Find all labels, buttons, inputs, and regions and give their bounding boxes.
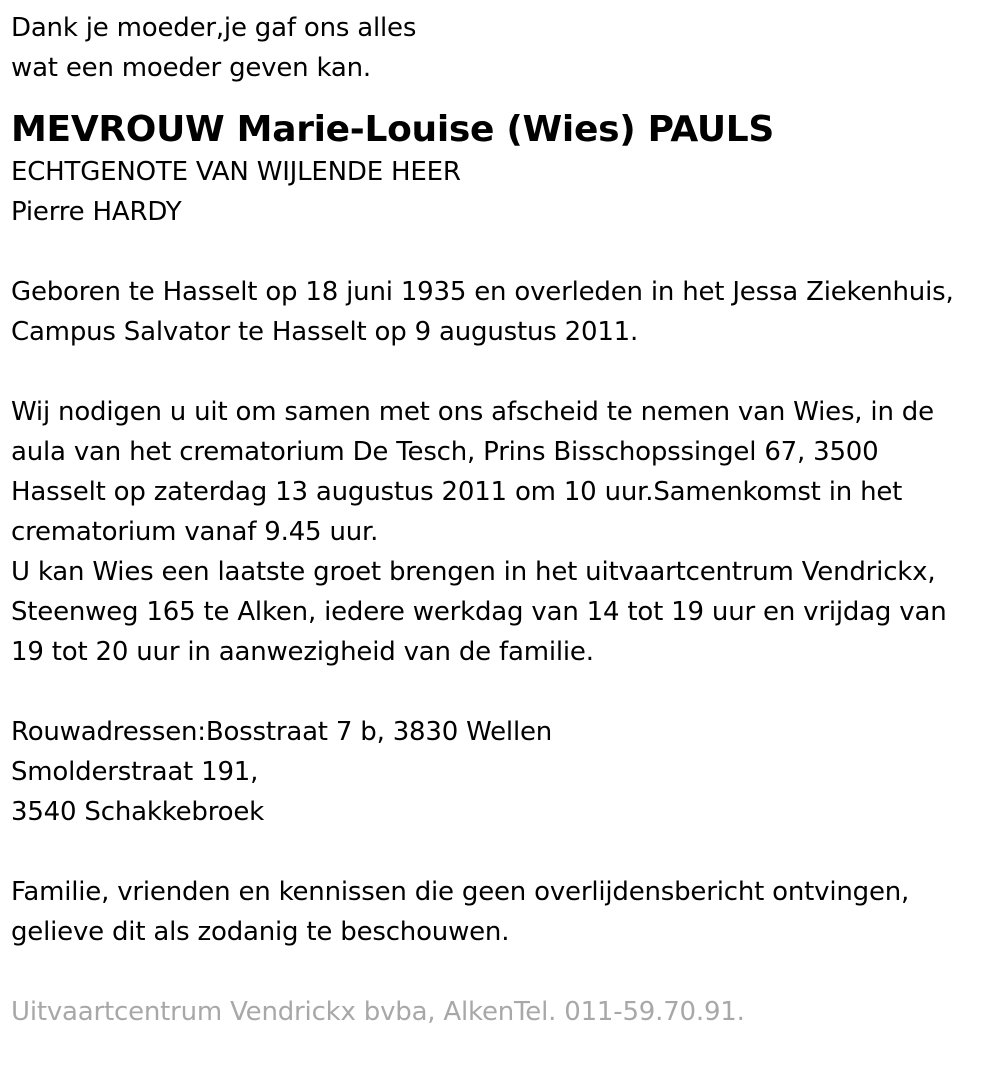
ceremony-line: Steenweg 165 te Alken, iedere werkdag van 14 tot 19 uur en vrijdag van bbox=[11, 597, 947, 627]
funeral-home-footer: Uitvaartcentrum Vendrickx bvba, AlkenTel. 011-59.70.91. bbox=[11, 997, 745, 1027]
poem bbox=[11, 8, 1000, 88]
poem-line: Dank je moeder,je gaf ons alles bbox=[11, 13, 417, 43]
spouse-line: Pierre HARDY bbox=[11, 197, 182, 227]
notice-line: Familie, vrienden en kennissen die geen overlijdensbericht ontvingen, bbox=[11, 877, 910, 907]
notice-line: gelieve dit als zodanig te beschouwen. bbox=[11, 917, 510, 947]
poem-line: wat een moeder geven kan. bbox=[11, 53, 371, 83]
notice-paragraph bbox=[11, 872, 1000, 952]
address-line: 3540 Schakkebroek bbox=[11, 797, 265, 827]
birth-death-paragraph bbox=[11, 272, 1000, 352]
mourning-addresses bbox=[11, 712, 1000, 832]
deceased-name: MEVROUW Marie-Louise (Wies) PAULS bbox=[11, 109, 775, 150]
ceremony-line: aula van het crematorium De Tesch, Prins Bisschopssingel 67, 3500 bbox=[11, 437, 879, 467]
ceremony-line: 19 tot 20 uur in aanwezigheid van de familie. bbox=[11, 637, 594, 667]
ceremony-paragraph bbox=[11, 392, 1000, 672]
birth-death-line: Campus Salvator te Hasselt op 9 augustus 2011. bbox=[11, 317, 639, 347]
ceremony-line: Wij nodigen u uit om samen met ons afscheid te nemen van Wies, in de bbox=[11, 397, 934, 427]
birth-death-line: Geboren te Hasselt op 18 juni 1935 en overleden in het Jessa Ziekenhuis, bbox=[11, 277, 954, 307]
spouse-info bbox=[11, 152, 1000, 232]
ceremony-line: crematorium vanaf 9.45 uur. bbox=[11, 517, 379, 547]
address-line: Smolderstraat 191, bbox=[11, 757, 259, 787]
spouse-line: ECHTGENOTE VAN WIJLENDE HEER bbox=[11, 157, 461, 187]
ceremony-line: Hasselt op zaterdag 13 augustus 2011 om 10 uur.Samenkomst in het bbox=[11, 477, 903, 507]
address-line: Rouwadressen:Bosstraat 7 b, 3830 Wellen bbox=[11, 717, 553, 747]
ceremony-line: U kan Wies een laatste groet brengen in het uitvaartcentrum Vendrickx, bbox=[11, 557, 936, 587]
